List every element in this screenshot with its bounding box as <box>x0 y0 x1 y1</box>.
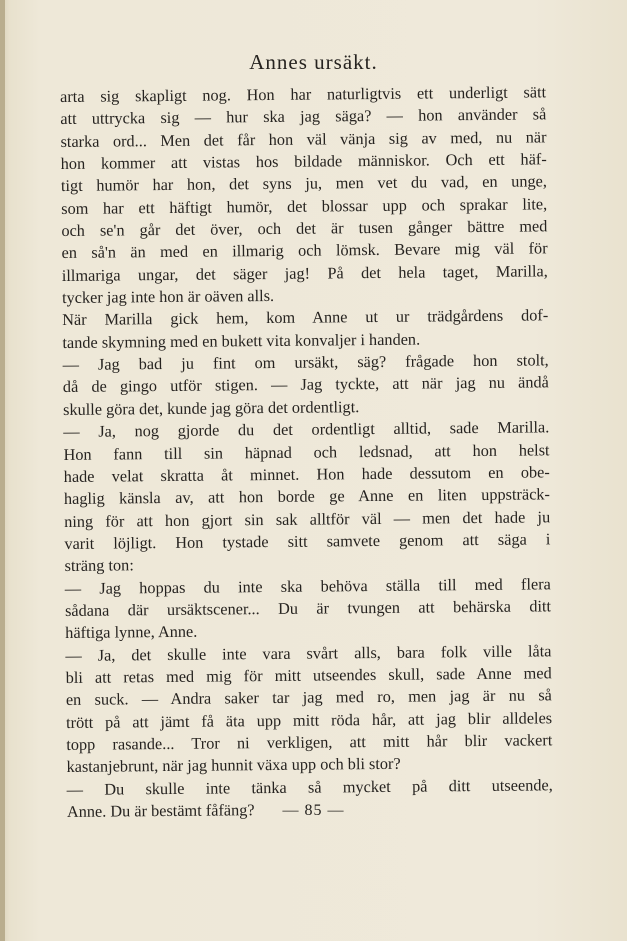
text-line: Hon fann till sin häpnad och ledsnad, att hon helst <box>63 439 550 464</box>
text-line: som har ett häftigt humör, det blossar upp och sprakar lite, <box>61 194 548 218</box>
text-line: tigt humör har hon, det syns ju, men vet du vad, en unge, <box>60 171 548 196</box>
text-line: — Ja, det skulle inte vara svårt alls, bara folk ville låta <box>65 640 552 665</box>
text-line: — Ja, nog gjorde du det ordentligt alltid, sade Marilla. <box>63 417 550 442</box>
text-line: — Jag bad ju fint om ursäkt, säg? frågade hon stolt, <box>62 350 549 375</box>
text-line: bli att retas med mig för mitt utseendes skull, sade Anne med <box>65 663 552 687</box>
page-spine-edge <box>0 0 5 941</box>
text-line: Anne. Du är bestämt fåfäng? <box>66 800 255 821</box>
text-line: När Marilla gick hem, kom Anne ut ur trädgårdens dof- <box>62 305 549 330</box>
text-line: starka ord... Men det får hon väl vänja sig av med, nu när <box>60 127 547 151</box>
text-line: — Jag hoppas du inte ska behöva ställa till med flera <box>64 573 551 598</box>
text-line: ning för att hon gjort sin sak alltför väl — men det hade ju <box>64 506 551 531</box>
text-line: arta sig skapligt nog. Hon har naturligtvis ett underligt sätt <box>60 82 547 106</box>
text-line: en suck. — Andra saker tar jag med ro, men jag är nu så <box>65 685 552 710</box>
text-line: och se'n går det över, och det är tusen gånger bättre med <box>61 216 548 241</box>
text-line: illmariga ungar, det säger jag! På det hela taget, Marilla, <box>61 261 548 285</box>
text-line: skulle göra det, kunde jag göra det ordentligt. <box>63 396 360 419</box>
text-line: hon kommer att vistas hos bildade människor. Och ett häf- <box>60 149 547 174</box>
text-line: sträng ton: <box>64 555 134 576</box>
page-number: — 85 — <box>282 802 345 819</box>
text-line: varit löjligt. Hon tystade sitt samvete genom att säga i <box>64 529 551 553</box>
text-line: tycker jag inte hon är oäven alls. <box>61 286 275 308</box>
text-line: tande skymning med en bukett vita konvaljer i handen. <box>62 329 421 352</box>
text-line: då de gingo utför stigen. — Jag tyckte, att när jag nu ändå <box>62 372 549 397</box>
text-line: en så'n än med en illmarig och lömsk. Bevare mig väl för <box>61 238 548 263</box>
page-header-title: Annes ursäkt. <box>249 50 378 74</box>
text-line: kastanjebrunt, när jag hunnit växa upp och bli stor? <box>66 754 401 777</box>
text-line: häftiga lynne, Anne. <box>65 621 198 643</box>
text-line: trött på att jämt få äta upp mitt röda hår, att jag blir alldeles <box>66 707 553 732</box>
body-text <box>60 81 553 823</box>
text-line: haglig känsla av, att hon borde ge Anne en liten uppsträck- <box>63 484 551 509</box>
text-line: sådana där ursäktscener... Du är tvungen att behärska ditt <box>64 596 552 620</box>
text-line: topp rasande... Tror ni verkligen, att mitt hår blir vackert <box>66 730 553 754</box>
text-line: — Du skulle inte tänka så mycket på ditt utseende, <box>66 774 553 799</box>
text-line: hade velat skratta åt minnet. Hon hade dessutom en obe- <box>63 462 550 486</box>
text-line: att uttrycka sig — hur ska jag säga? — hon använder så <box>60 104 547 129</box>
